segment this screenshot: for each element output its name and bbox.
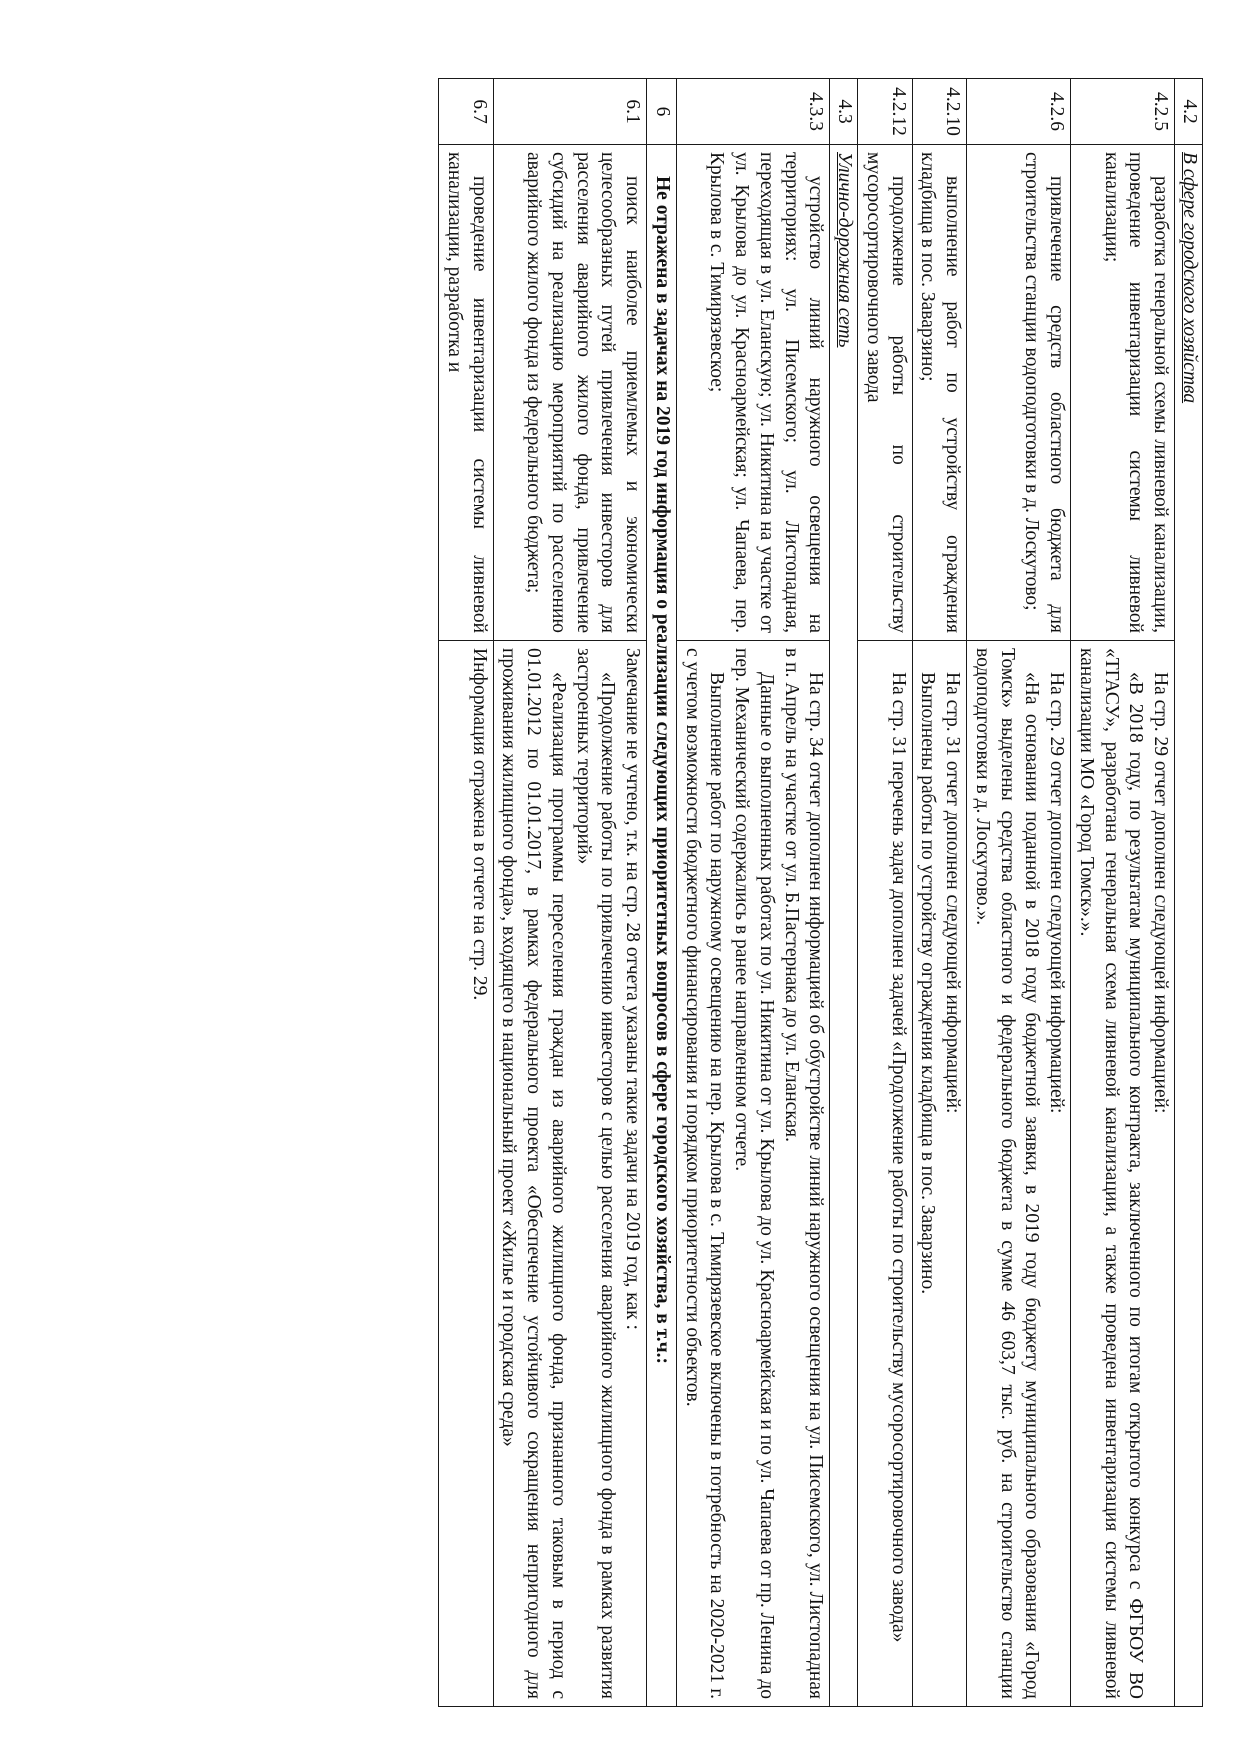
section-title: [647, 145, 677, 1707]
task-text: выполнение работ по устройству ограждения кладбища в пос. Заварзино;: [917, 152, 964, 633]
task-cell: [912, 145, 967, 641]
response-cell: [912, 641, 967, 1707]
table-row-6-7: [439, 79, 494, 1707]
response-table: [438, 78, 1203, 1707]
task-text: разработка генеральной схемы ливневой канализации, проведение инвентаризации системы ливневой канализации;: [1100, 152, 1172, 633]
response-paragraph: Замечание не учтено, т.к. на стр. 28 отчета указаны такие задачи на 2019 год, как :: [622, 648, 644, 1330]
row-number: 4.2.6: [967, 79, 1071, 145]
task-text: продолжение работы по строительству мусоросортировочного завода: [863, 152, 909, 633]
table-row-6-1: [493, 79, 647, 1707]
section-row-4-3: [830, 79, 858, 1707]
response-paragraph: Выполнение работ по наружному освещению на пер. Крылова в с. Тимирязевское включены в потребность на 2020-2021 г. с учетом возможности бюджетного финансирования и порядком приоритетности объектов.: [681, 648, 728, 1699]
response-paragraph: «На основании поданной в 2018 году бюджетной заявки, в 2019 году бюджету муниципального образования «Город Томск» выделены средства областного и федерального бюджета в сумме 46 603,7 тыс. руб. на строительство станции водоподготовки в д. Лоскутово.».: [972, 648, 1043, 1699]
section-title-text: Не отражена в задачах на 2019 год информация о реализации следующих приоритетных вопросов в сфере городского хозяйства, в т.ч.:: [652, 176, 673, 1364]
task-text: проведение инвентаризации системы ливневой канализации, разработка и: [444, 152, 490, 633]
response-paragraph: На стр. 31 перечень задач дополнен задачей «Продолжение работы по строительству мусоросортировочного завода»: [887, 672, 909, 1643]
response-paragraph: Данные о выполненных работах по ул. Никитина от ул. Крылова до ул. Красноармейская и по ул. Чапаева от пр. Ленина до пер. Механический содержались в ранее направленном отчете.: [731, 648, 777, 1699]
row-number: 4.3.3: [677, 79, 831, 145]
section-row-6: [647, 79, 677, 1707]
row-number: 6.7: [439, 79, 494, 145]
section-title-text: В сфере городского хозяйства: [1179, 152, 1200, 404]
response-paragraph: На стр. 34 отчет дополнен информацией об обустройстве линий наружного освещения на ул. Писемского, ул. Листопадная в п. Апрель на участке от ул. Б.Пастернака до ул. Еланская.: [780, 648, 827, 1699]
table-row-4-2-5: [1071, 79, 1175, 1707]
response-paragraph: «Реализация программы переселения граждан из аварийного жилищного фонда, признанного таковым в период с 01.01.2012 по 01.01.2017, в рамках федерального проекта «Обеспечение устойчивого сокращения непригодного для проживания жилищного фонда», входящего в национальный проект «Жилье и городская среда»: [498, 648, 569, 1699]
response-paragraph: Информация отражена в отчете на стр. 29.: [468, 648, 490, 1001]
table-row-4-2-6: [967, 79, 1071, 1707]
task-cell: [439, 145, 494, 641]
row-number: 4.3: [830, 79, 858, 145]
row-number: 4.2.5: [1071, 79, 1175, 145]
task-cell: [967, 145, 1071, 641]
row-number: 4.2: [1175, 79, 1203, 145]
task-cell: [858, 145, 913, 641]
response-paragraph: Выполнены работы по устройству ограждения кладбища в пос. Заварзино.: [917, 672, 939, 1295]
response-cell: [1071, 641, 1175, 1707]
response-cell: [858, 641, 913, 1707]
row-number: 6.1: [493, 79, 647, 145]
response-paragraph: На стр. 29 отчет дополнен следующей информацией:: [1150, 672, 1172, 1114]
task-text: поиск наиболее приемлемых и экономически целесообразных путей привлечения инвесторов для расселения аварийного жилого фонда, привлечение субсидий на реализацию мероприятий по расселению аварийного жилого фонда из федерального бюджета;: [523, 152, 644, 633]
row-number: 4.2.12: [858, 79, 913, 145]
task-cell: [677, 145, 831, 641]
response-cell: [967, 641, 1071, 1707]
row-number: 6: [647, 79, 677, 145]
rotated-document-sheet: [58, 78, 1203, 1706]
response-cell: [493, 641, 647, 1707]
section-title: [1175, 145, 1203, 1707]
response-cell: [677, 641, 831, 1707]
response-paragraph: На стр. 31 отчет дополнен следующей информацией:: [942, 672, 964, 1114]
table-row-4-2-10: [912, 79, 967, 1707]
task-cell: [1071, 145, 1175, 641]
response-cell: [439, 641, 494, 1707]
table-row-4-2-12: [858, 79, 913, 1707]
row-number: 4.2.10: [912, 79, 967, 145]
table-row-4-3-3: [677, 79, 831, 1707]
response-paragraph: «Продолжение работы по привлечению инвесторов с целью расселения аварийного жилищного фонда в рамках развития застроенных территорий»: [572, 648, 619, 1699]
response-paragraph: «В 2018 году, по результатам муниципального контракта, заключенного по итогам открытого конкурса с ФГБОУ ВО «ТГАСУ», разработана генеральная схема ливневой канализации, а также проведена инвентаризация системы ливневой канализации МО «Город Томск».».: [1076, 648, 1147, 1699]
section-row-4-2: [1175, 79, 1203, 1707]
response-paragraph: На стр. 29 отчет дополнен следующей информацией:: [1046, 672, 1068, 1114]
task-text: устройство линий наружного освещения на территориях: ул. Писемского; ул. Листопадная, переходящая в ул. Еланскую; ул. Никитина на участке от ул. Крылова до ул. Красноармейская; ул. Чапаева, пер. Крылова в с. Тимирязевское;: [706, 152, 827, 633]
section-title-text: Улично-дорожная сеть: [834, 152, 856, 348]
section-title: [830, 145, 858, 1707]
task-cell: [493, 145, 647, 641]
task-text: привлечение средств областного бюджета для строительства станции водоподготовки в д. Лоскутово;: [1021, 152, 1068, 633]
